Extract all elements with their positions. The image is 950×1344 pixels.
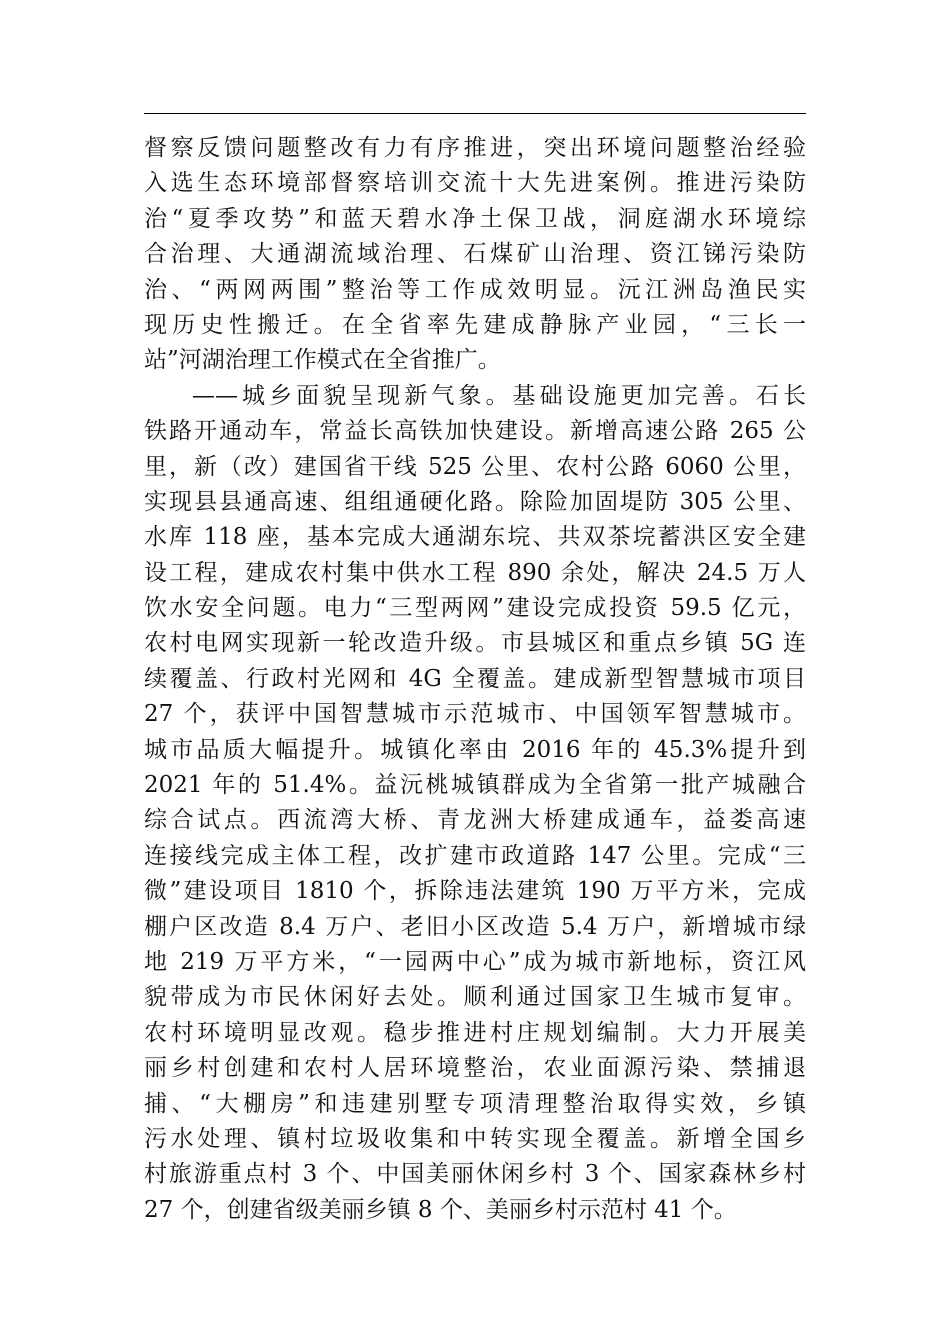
text-line: 设工程，建成农村集中供水工程 890 余处，解决 24.5 万人: [144, 559, 806, 586]
text-line: 综合试点。西流湾大桥、青龙洲大桥建成通车，益娄高速: [144, 807, 806, 834]
text-line: 农村环境明显改观。稳步推进村庄规划编制。大力开展美: [144, 1019, 806, 1046]
text-line: 连接线完成主体工程，改扩建市政道路 147 公里。完成“三: [144, 842, 806, 869]
text-line: 丽乡村创建和农村人居环境整治，农业面源污染、禁捕退: [144, 1055, 806, 1082]
text-line: 饮水安全问题。电力“三型两网”建设完成投资 59.5 亿元，: [144, 595, 806, 622]
text-line: 续覆盖、行政村光网和 4G 全覆盖。建成新型智慧城市项目: [144, 665, 806, 692]
text-line: 捕、“大棚房”和违建别墅专项清理整治取得实效，乡镇: [144, 1090, 806, 1117]
text-line: 貌带成为市民休闲好去处。顺利通过国家卫生城市复审。: [144, 984, 806, 1011]
text-line: 城市品质大幅提升。城镇化率由 2016 年的 45.3%提升到: [144, 736, 806, 763]
text-line: 铁路开通动车，常益长高铁加快建设。新增高速公路 265 公: [144, 418, 806, 445]
section-heading-line: ——城乡面貌呈现新气象。基础设施更加完善。石长: [192, 382, 806, 409]
header-rule: [144, 113, 806, 114]
text-line: 治、“两网两围”整治等工作成效明显。沅江洲岛渔民实: [144, 276, 806, 303]
text-line: 里，新（改）建国省干线 525 公里、农村公路 6060 公里，: [144, 453, 806, 480]
text-line: 棚户区改造 8.4 万户、老旧小区改造 5.4 万户，新增城市绿: [144, 913, 806, 940]
text-line: 村旅游重点村 3 个、中国美丽休闲乡村 3 个、国家森林乡村: [144, 1161, 806, 1188]
text-line: 实现县县通高速、组组通硬化路。除险加固堤防 305 公里、: [144, 488, 806, 515]
text-line: 27 个，创建省级美丽乡镇 8 个、美丽乡村示范村 41 个。: [144, 1196, 737, 1223]
text-line: 合治理、大通湖流域治理、石煤矿山治理、资江锑污染防: [144, 241, 806, 268]
text-line: 站”河湖治理工作模式在全省推广。: [144, 347, 501, 374]
text-line: 地 219 万平方米，“一园两中心”成为城市新地标，资江风: [144, 948, 806, 975]
text-line: 现历史性搬迁。在全省率先建成静脉产业园，“三长一: [144, 311, 806, 338]
text-line: 治“夏季攻势”和蓝天碧水净土保卫战，洞庭湖水环境综: [144, 205, 806, 232]
text-line: 农村电网实现新一轮改造升级。市县城区和重点乡镇 5G 连: [144, 630, 806, 657]
text-line: 微”建设项目 1810 个，拆除违法建筑 190 万平方米，完成: [144, 878, 806, 905]
body-text: [144, 131, 806, 1228]
text-line: 督察反馈问题整改有力有序推进，突出环境问题整治经验: [144, 135, 806, 161]
text-line: 水库 118 座，基本完成大通湖东垸、共双茶垸蓄洪区安全建: [144, 524, 806, 551]
text-line: 污水处理、镇村垃圾收集和中转实现全覆盖。新增全国乡: [144, 1125, 806, 1152]
text-line: 2021 年的 51.4%。益沅桃城镇群成为全省第一批产城融合: [144, 772, 806, 799]
text-line: 27 个，获评中国智慧城市示范城市、中国领军智慧城市。: [144, 701, 806, 728]
text-line: 入选生态环境部督察培训交流十大先进案例。推进污染防: [144, 170, 806, 197]
